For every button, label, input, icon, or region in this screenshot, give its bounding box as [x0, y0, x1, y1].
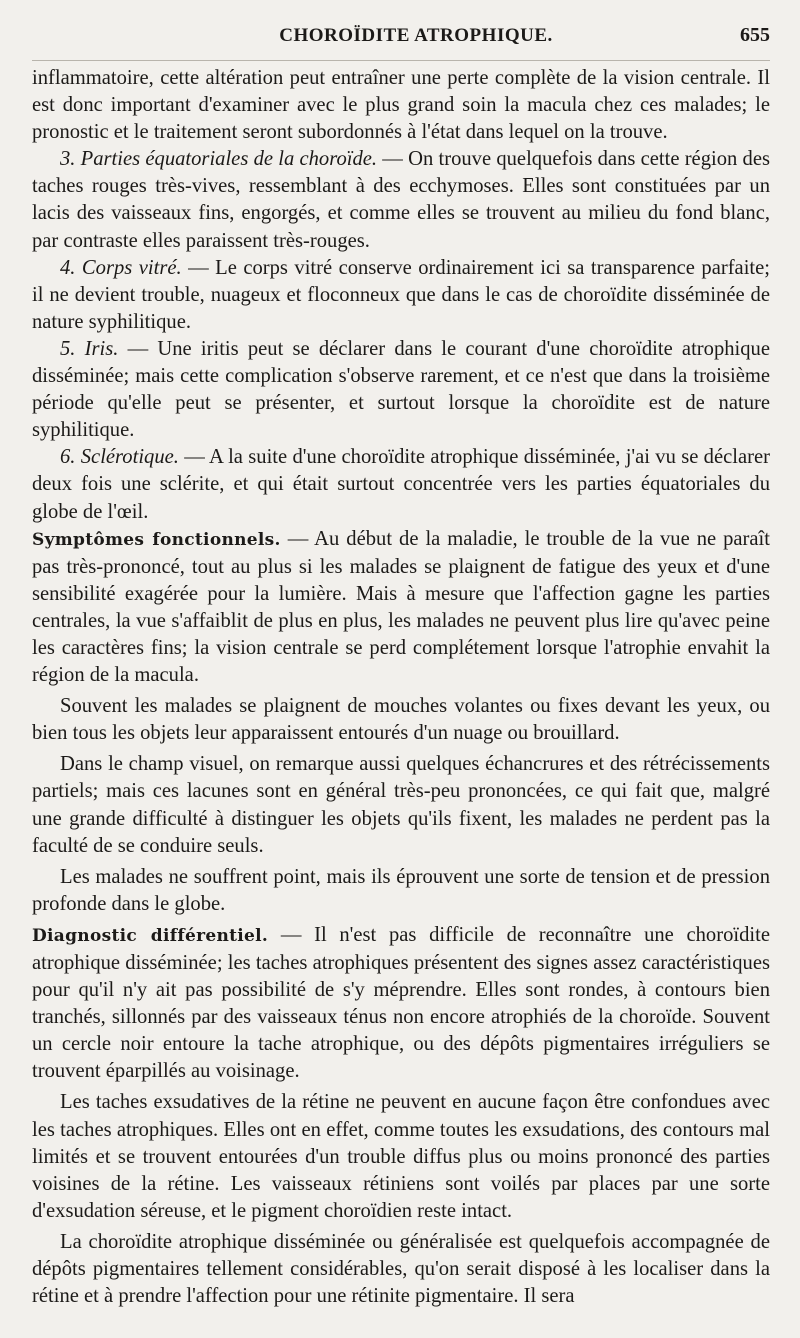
subsection-heading: 6. Sclérotique. — [60, 446, 179, 469]
paragraph: Symptômes fonctionnels. — Au début de la maladie, le trouble de la vue ne paraît pas très-prononcé, tout au plus si les malades se plaignent de fatigue des yeux et d'une sensibilité exagérée pour la lumière. Mais à mesure que l'affection gagne les parties centrales, la vue s'affaiblit de plus en plus, les malades ne peuvent plus lire qu'avec peine les caractères fins; la vision centrale se perd complétement lorsque l'atrophie envahit la région de la macula. — [32, 527, 770, 687]
running-title: CHOROÏDITE ATROPHIQUE. — [279, 25, 553, 46]
paragraph: 5. Iris. — Une iritis peut se déclarer dans le courant d'une choroïdite atrophique disséminée; mais cette complication s'observe rarement, et ce n'est que dans la troisième période qu'elle peut se présenter, et surtout lorsque la choroïdite est de nature syphilitique. — [32, 337, 770, 442]
section-heading: Symptômes fonctionnels. — [32, 529, 281, 550]
paragraph: La choroïdite atrophique disséminée ou généralisée est quelquefois accompagnée de dépôts pigmentaires tellement considérables, qu'on serait disposé à les localiser dans la rétine et à prendre l'affection pour une rétinite pigmentaire. Il sera — [32, 1230, 770, 1308]
paragraph: 6. Sclérotique. — A la suite d'une choroïdite atrophique disséminée, j'ai vu se déclarer deux fois une sclérite, et qui était surtout concentrée vers les parties équatoriales du globe de l'œil. — [32, 446, 770, 523]
subsection-heading: 5. Iris. — [60, 337, 119, 360]
page-header — [32, 24, 770, 61]
subsection-heading: 3. Parties équatoriales de la choroïde. — [60, 148, 378, 171]
body-text — [32, 65, 770, 1310]
paragraph: Diagnostic différentiel. — Il n'est pas difficile de reconnaître une choroïdite atrophique disséminée; les taches atrophiques présentent des signes assez caractéristiques pour qu'il n'y ait pas possibilité de s'y méprendre. Elles sont rondes, à contours bien tranchés, sillonnés par des vaisseaux ténus non encore atrophiés de la choroïde. Souvent un cercle noir entoure la tache atrophique, ou des dépôts pigmentaires irréguliers se trouvent éparpillés au voisinage. — [32, 923, 770, 1083]
subsection-heading: 4. Corps vitré. — [60, 256, 182, 279]
paragraph: Les taches exsudatives de la rétine ne peuvent en aucune façon être confondues avec les taches atrophiques. Elles ont en effet, comme toutes les exsudations, des contours mal limités et se trouvent entourées d'un trouble diffus plus ou moins prononcé des parties voisines de la rétine. Les vaisseaux rétiniens sont voilés par places par une sorte d'exsudation séreuse, et le pigment choroïdien reste intact. — [32, 1091, 770, 1222]
section-heading: Diagnostic différentiel. — [32, 925, 269, 946]
paragraph: 3. Parties équatoriales de la choroïde. — On trouve quelquefois dans cette région des taches rouges très-vives, ressemblant à des ecchymoses. Elles sont constituées par un lacis des vaisseaux fins, engorgés, et comme elles se trouvent au milieu du fond blanc, par contraste elles paraissent très-rouges. — [32, 148, 770, 252]
paragraph: Dans le champ visuel, on remarque aussi quelques échancrures et des rétrécissements partiels; mais ces lacunes sont en général très-peu prononcées, ce qui fait que, malgré une grande difficulté à distinguer les objets qu'ils fixent, les malades ne perdent pas la faculté de se conduire seuls. — [32, 753, 770, 857]
paragraph: Souvent les malades se plaignent de mouches volantes ou fixes devant les yeux, ou bien tous les objets leur apparaissent entourés d'un nuage ou brouillard. — [32, 695, 770, 745]
paragraph: inflammatoire, cette altération peut entraîner une perte complète de la vision centrale. Il est donc important d'examiner avec le plus grand soin la macula chez ces malades; le pronostic et le traitement seront subordonnés à l'état dans lequel on la trouve. — [32, 67, 770, 144]
paragraph: Les malades ne souffrent point, mais ils éprouvent une sorte de tension et de pression profonde dans le globe. — [32, 865, 770, 915]
paragraph: 4. Corps vitré. — Le corps vitré conserve ordinairement ici sa transparence parfaite; il ne devient trouble, nuageux et floconneux que dans le cas de choroïdite disséminée de nature syphilitique. — [32, 256, 770, 333]
page-number: 655 — [740, 24, 770, 46]
